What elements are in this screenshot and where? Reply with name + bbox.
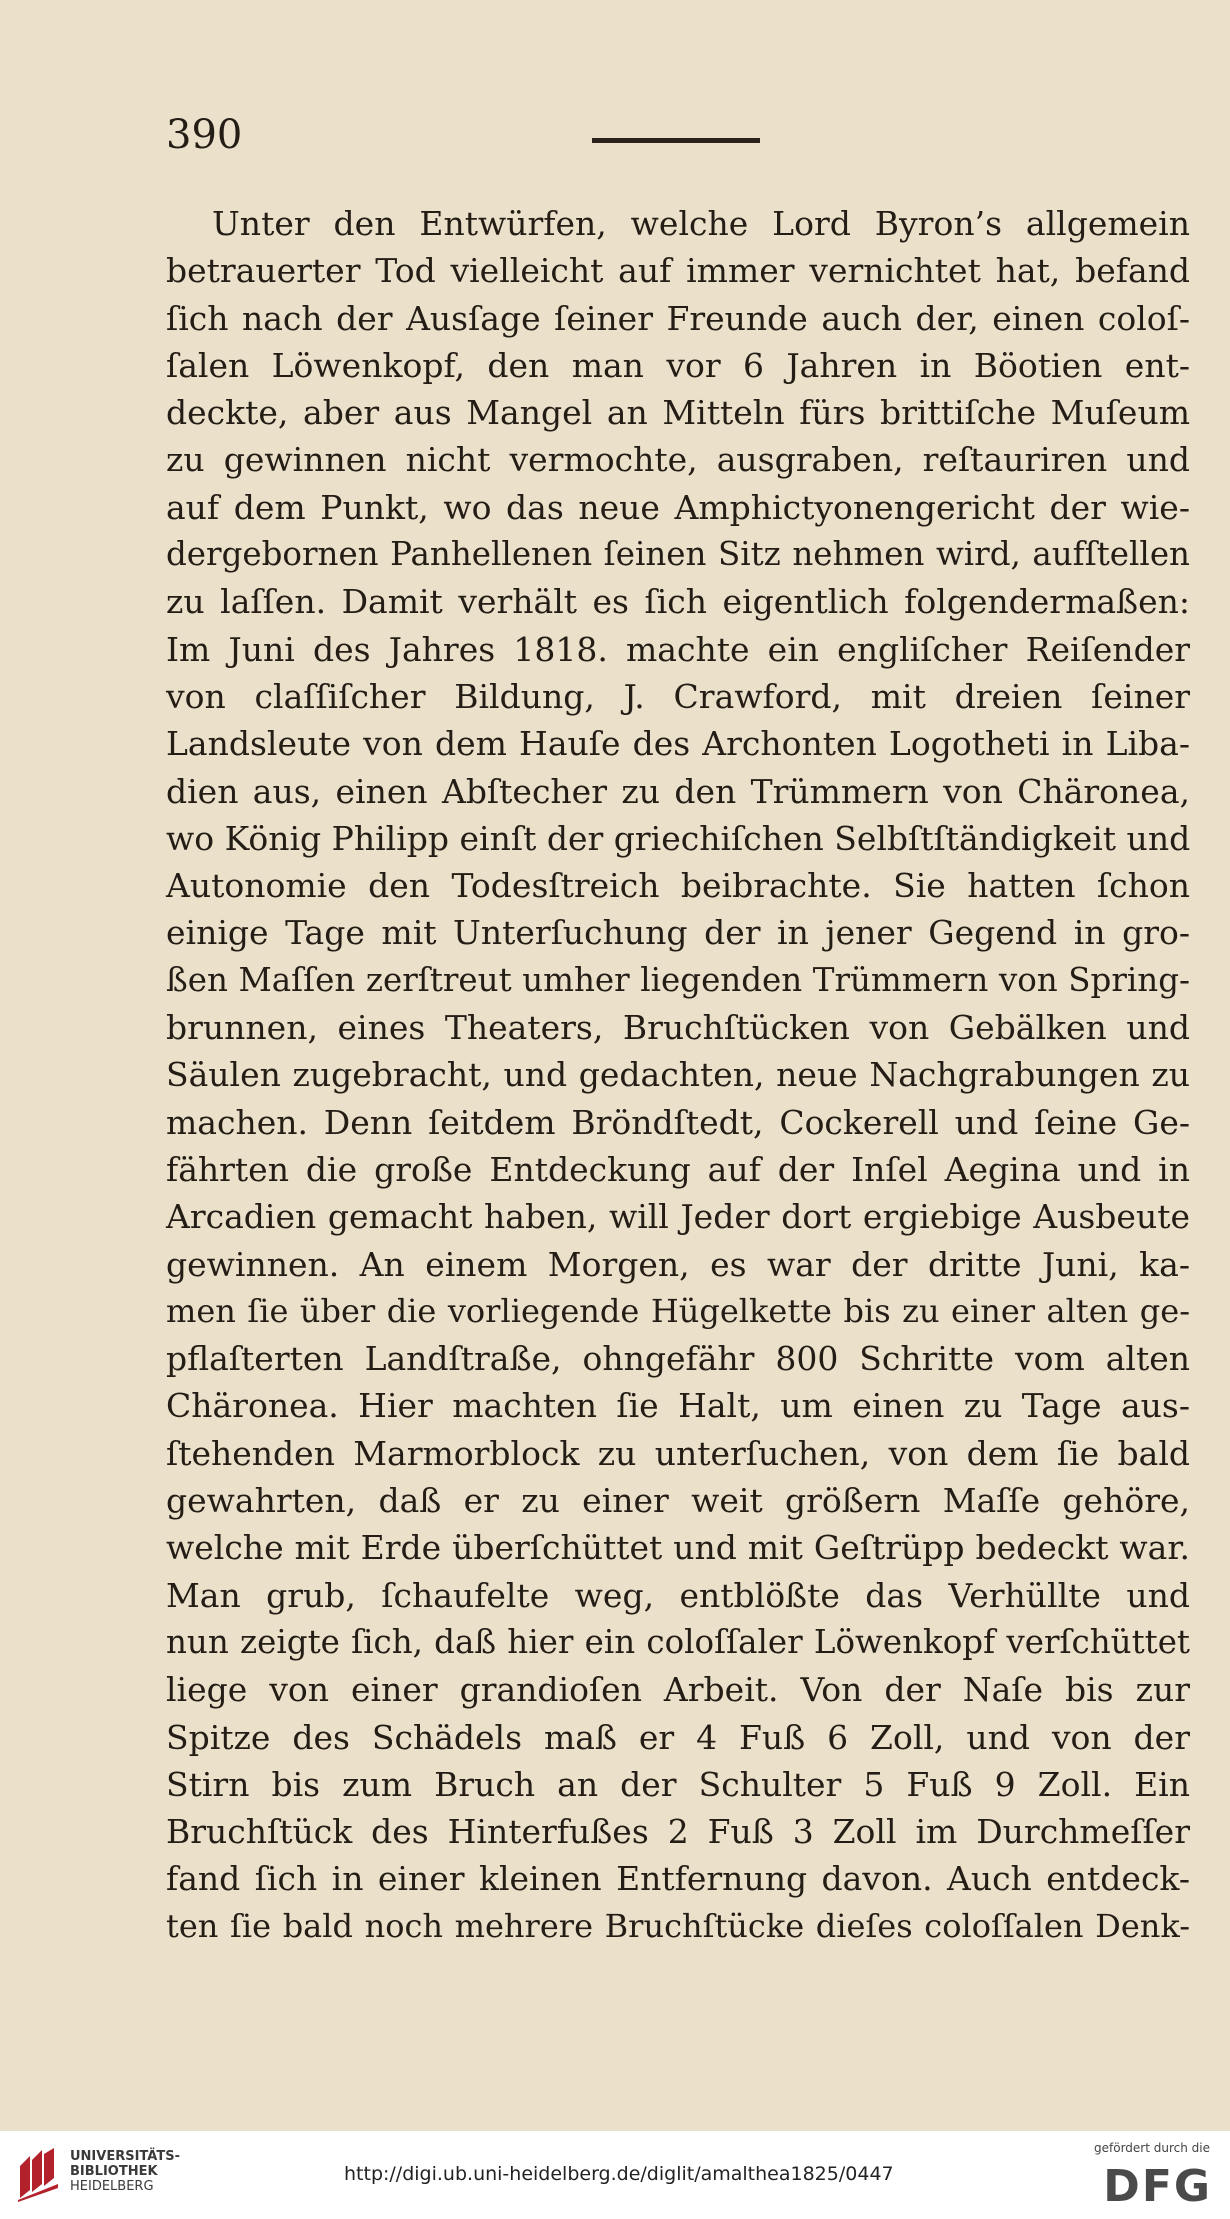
header-rule (592, 138, 760, 143)
text-line: ſtehenden Marmorblock zu unterſuchen, von dem ſie bald (166, 1433, 1190, 1473)
text-line: Arcadien gemacht haben, will Jeder dort ergiebige Ausbeute (166, 1197, 1190, 1237)
text-line: welche mit Erde überſchüttet und mit Geſtrüpp bedeckt war. (166, 1528, 1190, 1568)
text-line: einige Tage mit Unterſuchung der in jener Gegend in gro- (166, 913, 1190, 953)
text-line: zu gewinnen nicht vermochte, ausgraben, reſtauriren und (166, 440, 1190, 480)
permalink-url[interactable]: http://digi.ub.uni-heidelberg.de/diglit/amalthea1825/0447 (344, 2163, 894, 2185)
text-line: zu laſſen. Damit verhält es ſich eigentlich folgendermaßen: (166, 582, 1190, 622)
text-line: von claſſiſcher Bildung, J. Crawford, mit dreien ſeiner (166, 676, 1190, 716)
dfg-logo: DFG (1103, 2161, 1212, 2212)
library-name-line: BIBLIOTHEK (70, 2164, 158, 2179)
text-line: fand ſich in einer kleinen Entfernung davon. Auch entdeck- (166, 1859, 1190, 1899)
library-name (70, 2149, 180, 2194)
text-line: men ſie über die vorliegende Hügelkette bis zu einer alten ge- (166, 1291, 1190, 1330)
text-line: Im Juni des Jahres 1818. machte ein engliſcher Reiſender (166, 629, 1190, 669)
text-line: dien aus, einen Abſtecher zu den Trümmern von Chäronea, (166, 771, 1190, 811)
text-line: Stirn bis zum Bruch an der Schulter 5 Fuß 9 Zoll. Ein (166, 1764, 1190, 1804)
library-name-line: HEIDELBERG (70, 2179, 154, 2194)
text-line: ten ſie bald noch mehrere Bruchſtücke dieſes coloſſalen Denk- (166, 1906, 1190, 1945)
text-line: ſich nach der Ausſage ſeiner Freunde auch der, einen coloſ- (166, 298, 1190, 338)
text-line: auf dem Punkt, wo das neue Amphictyonengericht der wie- (166, 487, 1190, 527)
text-line: betrauerter Tod vielleicht auf immer vernichtet hat, befand (166, 251, 1190, 291)
text-line: ßen Maſſen zerſtreut umher liegenden Trümmern von Spring- (166, 960, 1190, 999)
text-line: nun zeigte ſich, daß hier ein coloſſaler Löwenkopf verſchüttet (166, 1622, 1190, 1661)
text-line: gewinnen. An einem Morgen, es war der dritte Juni, ka- (166, 1244, 1190, 1284)
text-line: Spitze des Schädels maß er 4 Fuß 6 Zoll, und von der (166, 1717, 1190, 1757)
text-line: wo König Philipp einſt der griechiſchen Selbſtſtändigkeit und (166, 818, 1191, 858)
text-line: deckte, aber aus Mangel an Mitteln fürs brittiſche Muſeum (166, 393, 1190, 433)
library-name-line: UNIVERSITÄTS- (70, 2149, 180, 2164)
body-text (166, 200, 1190, 1950)
page-number: 390 (166, 112, 243, 158)
text-line: machen. Denn ſeitdem Bröndſtedt, Cockerell und ſeine Ge- (166, 1102, 1190, 1142)
text-line: ſalen Löwenkopf, den man vor 6 Jahren in Böotien ent- (166, 345, 1190, 385)
text-line: Landsleute von dem Hauſe des Archonten Logotheti in Liba- (166, 724, 1190, 764)
text-line: Chäronea. Hier machten ſie Halt, um einen zu Tage aus- (166, 1386, 1190, 1426)
text-line: Unter den Entwürfen, welche Lord Byron’s allgemein (212, 204, 1190, 243)
text-line: Säulen zugebracht, und gedachten, neue Nachgrabungen zu (166, 1055, 1190, 1095)
text-line: Bruchſtück des Hinterfußes 2 Fuß 3 Zoll im Durchmeſſer (166, 1812, 1190, 1852)
text-line: liege von einer grandioſen Arbeit. Von der Naſe bis zur (166, 1670, 1190, 1710)
text-line: gewahrten, daß er zu einer weit größern Maſſe gehöre, (166, 1481, 1190, 1521)
funded-by-label: gefördert durch die (1094, 2141, 1210, 2155)
text-line: pflaſterten Landſtraße, ohngefähr 800 Schritte vom alten (166, 1339, 1190, 1379)
university-library-logo (14, 2146, 62, 2202)
text-line: brunnen, eines Theaters, Bruchſtücken von Gebälken und (166, 1008, 1190, 1048)
text-line: Man grub, ſchaufelte weg, entblößte das Verhüllte und (166, 1575, 1190, 1615)
text-line: fährten die große Entdeckung auf der Inſel Aegina und in (166, 1149, 1190, 1189)
text-line: dergebornen Panhellenen ſeinen Sitz nehmen wird, aufſtellen (166, 535, 1190, 574)
text-line: Autonomie den Todesſtreich beibrachte. Sie hatten ſchon (166, 866, 1190, 906)
footer-bar (0, 2131, 1230, 2219)
